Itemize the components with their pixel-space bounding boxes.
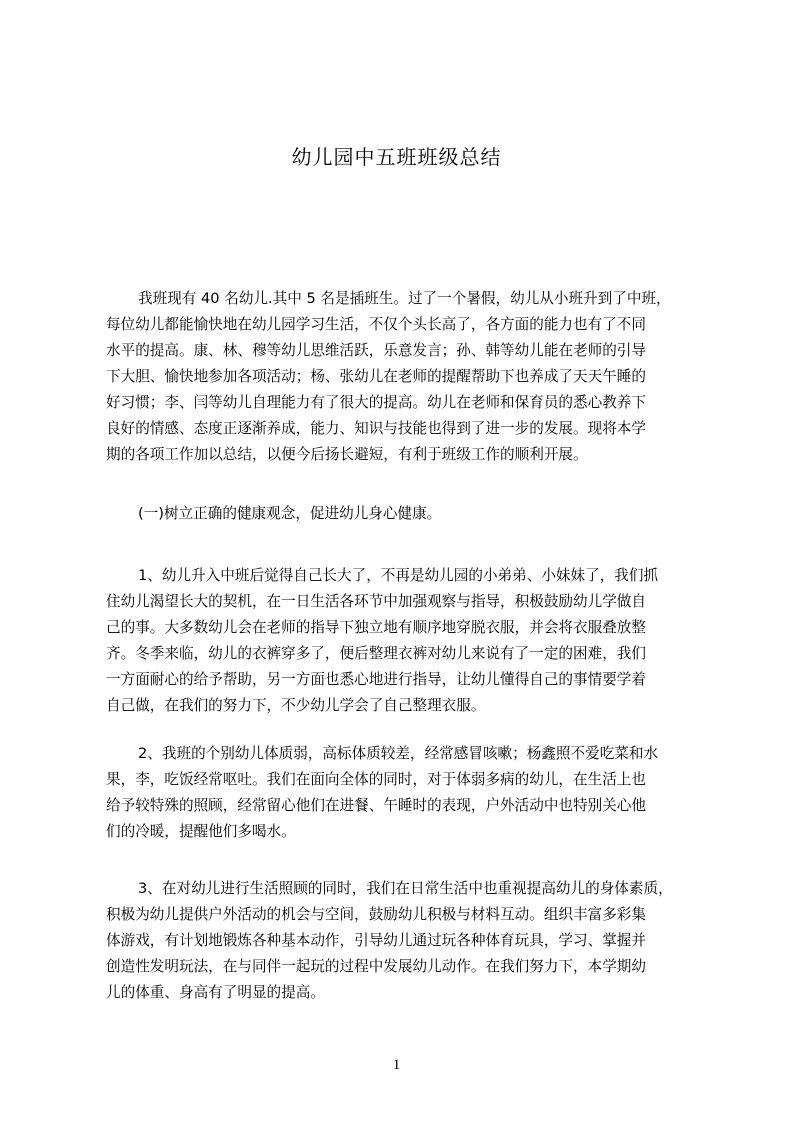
page-number: 1 — [392, 1057, 401, 1073]
paragraph-line: 2、我班的个别幼儿体质弱，高标体质较差，经常感冒咳嗽；杨鑫照不爱吃菜和水 — [138, 745, 659, 762]
paragraph-line: 己的事。大多数幼儿会在老师的指导下独立地有顺序地穿脱衣服，并会将衣服叠放整 — [106, 619, 646, 636]
paragraph-line: 每位幼儿都能愉快地在幼儿园学习生活，不仅个头长高了，各方面的能力也有了不同 — [106, 316, 646, 333]
section-heading: (一)树立正确的健康观念，促进幼儿身心健康。 — [138, 505, 442, 522]
paragraph-line: 儿的体重、身高有了明显的提高。 — [106, 984, 325, 1001]
item3-paragraph — [106, 876, 704, 1006]
paragraph-line: 水平的提高。康、林、穆等幼儿思维活跃，乐意发言；孙、韩等幼儿能在老师的引导 — [106, 342, 646, 359]
document-title: 幼儿园中五班班级总结 — [291, 145, 502, 169]
paragraph-line: 给予较特殊的照顾，经常留心他们在进餐、午睡时的表现，户外活动中也特别关心他 — [106, 797, 646, 814]
intro-paragraph — [106, 286, 704, 468]
paragraph-line: 我班现有 40 名幼儿.其中 5 名是插班生。过了一个暑假，幼儿从小班升到了中班， — [138, 290, 671, 307]
paragraph-line: 们的冷暖，提醒他们多喝水。 — [106, 823, 296, 840]
paragraph-line: 1、幼儿升入中班后觉得自己长大了，不再是幼儿园的小弟弟、小妹妹了，我们抓 — [138, 567, 659, 584]
paragraph-line: 3、在对幼儿进行生活照顾的同时，我们在日常生活中也重视提高幼儿的身体素质， — [138, 880, 673, 897]
item1-paragraph — [106, 563, 704, 719]
paragraph-line: 积极为幼儿提供户外活动的机会与空间，鼓励幼儿积极与材料互动。组织丰富多彩集 — [106, 906, 646, 923]
paragraph-line: 果，李，吃饭经常呕吐。我们在面向全体的同时，对于体弱多病的幼儿，在生活上也 — [106, 771, 646, 788]
paragraph-line: 期的各项工作加以总结，以便今后扬长避短，有利于班级工作的顺利开展。 — [106, 446, 588, 463]
paragraph-line: 齐。冬季来临，幼儿的衣裤穿多了，便后整理衣裤对幼儿来说有了一定的困难，我们 — [106, 645, 646, 662]
paragraph-line: 体游戏，有计划地锻炼各种基本动作，引导幼儿通过玩各种体育玩具，学习、掌握并 — [106, 932, 646, 949]
paragraph-line: 好习惯；李、闫等幼儿自理能力有了很大的提高。幼儿在老师和保育员的悉心教养下 — [106, 394, 646, 411]
paragraph-line: 创造性发明玩法，在与同伴一起玩的过程中发展幼儿动作。在我们努力下，本学期幼 — [106, 958, 646, 975]
paragraph-line: 下大胆、愉快地参加各项活动；杨、张幼儿在老师的提醒帮助下也养成了天天午睡的 — [106, 368, 646, 385]
paragraph-line: 良好的情感、态度正逐渐养成，能力、知识与技能也得到了进一步的发展。现将本学 — [106, 420, 646, 437]
paragraph-line: 一方面耐心的给予帮助，另一方面也悉心地进行指导，让幼儿懂得自己的事情要学着 — [106, 671, 646, 688]
paragraph-line: 自己做，在我们的努力下，不少幼儿学会了自己整理衣服。 — [106, 697, 486, 714]
item2-paragraph — [106, 741, 704, 845]
paragraph-line: 住幼儿渴望长大的契机，在一日生活各环节中加强观察与指导，积极鼓励幼儿学做自 — [106, 593, 646, 610]
